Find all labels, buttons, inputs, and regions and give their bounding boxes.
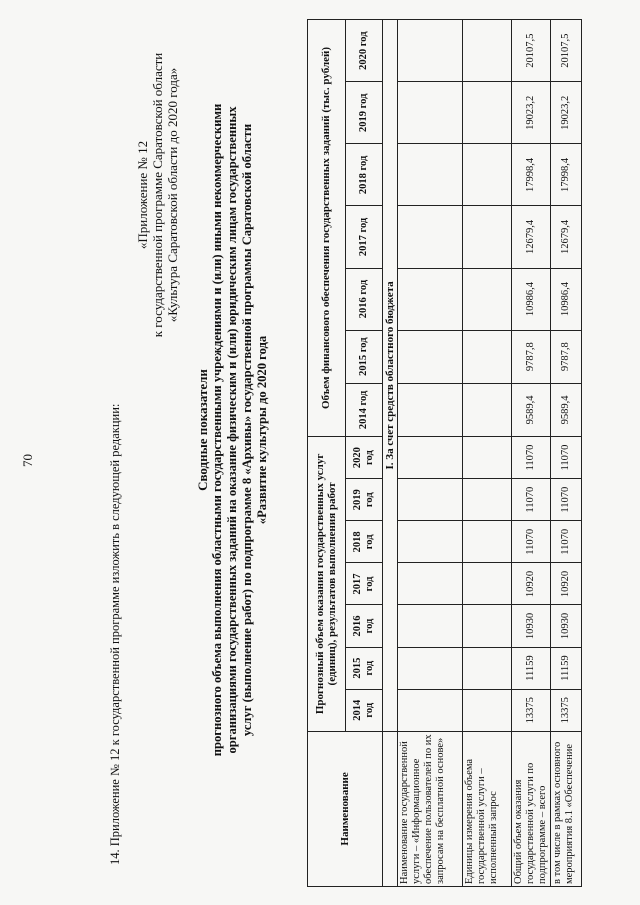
table-cell xyxy=(398,82,463,144)
table-cell: 9787,8 xyxy=(512,330,551,383)
page-number: 70 xyxy=(20,454,35,467)
table-cell xyxy=(398,206,463,268)
table-cell: 10930 xyxy=(512,605,551,647)
table-cell xyxy=(398,20,463,82)
table-cell xyxy=(463,437,512,479)
table-cell: 20107,5 xyxy=(551,20,582,82)
year-header-fin: 2016 год xyxy=(345,268,383,330)
table-cell: 13375 xyxy=(551,689,582,731)
table-row xyxy=(512,20,551,887)
year-header-fin: 2014 год xyxy=(345,383,383,436)
table-cell: 10920 xyxy=(512,563,551,605)
table-cell: 17998,4 xyxy=(551,144,582,206)
appendix-line-3: «Культура Саратовской области до 2020 года» xyxy=(165,67,180,323)
table-cell xyxy=(463,563,512,605)
table-cell: 10920 xyxy=(551,563,582,605)
table-cell: 11070 xyxy=(512,521,551,563)
table-cell: 9589,4 xyxy=(512,383,551,436)
row-name: Единицы измерения объема государственной услуги – исполненный запрос xyxy=(463,731,512,886)
table-cell xyxy=(463,521,512,563)
header-volume: Прогнозный объем оказания государственных услуг (единиц), результатов выполнения работ xyxy=(308,437,346,732)
year-header-vol: 2015 год xyxy=(345,647,383,689)
table-cell xyxy=(463,20,512,82)
table-cell xyxy=(398,647,463,689)
header-name: Наименование xyxy=(308,731,383,886)
table-cell: 12679,4 xyxy=(512,206,551,268)
table-cell xyxy=(463,330,512,383)
table-row xyxy=(463,20,512,887)
table-cell xyxy=(398,521,463,563)
table-cell xyxy=(463,82,512,144)
title-line-2: прогнозного объема выполнения областными государственными учреждениями и (или) иными некоммерческими xyxy=(210,103,224,757)
table-cell: 19023,2 xyxy=(551,82,582,144)
header-finance: Объем финансового обеспечения государственных заданий (тыс. рублей) xyxy=(308,20,346,437)
table-cell: 11070 xyxy=(512,479,551,521)
year-header-fin: 2015 год xyxy=(345,330,383,383)
row-name: Наименование государственной услуги – «Информационное обеспечение пользователей по их запросам на бесплатной основе» xyxy=(398,731,463,886)
table-row xyxy=(398,20,463,887)
table-cell xyxy=(463,479,512,521)
table-cell: 11159 xyxy=(512,647,551,689)
table-cell xyxy=(463,647,512,689)
table-cell xyxy=(463,206,512,268)
year-header-fin: 2020 год xyxy=(345,20,383,82)
appendix-line-2: к государственной программе Саратовской области xyxy=(150,52,165,338)
table-cell xyxy=(463,144,512,206)
table-cell xyxy=(398,383,463,436)
table-cell: 9787,8 xyxy=(551,330,582,383)
appendix-heading xyxy=(135,5,180,385)
table-cell: 9589,4 xyxy=(551,383,582,436)
table-body xyxy=(383,20,582,887)
title-line-1: Сводные показатели xyxy=(195,369,210,491)
table-row xyxy=(551,20,582,887)
year-header-vol: 2016 год xyxy=(345,605,383,647)
table-cell xyxy=(398,437,463,479)
table-cell: 13375 xyxy=(512,689,551,731)
table-cell: 20107,5 xyxy=(512,20,551,82)
table-cell: 17998,4 xyxy=(512,144,551,206)
table-cell xyxy=(398,144,463,206)
table-cell: 11070 xyxy=(512,437,551,479)
table-cell xyxy=(398,479,463,521)
table-cell xyxy=(398,689,463,731)
year-header-vol: 2020 год xyxy=(345,437,383,479)
year-header-vol: 2019 год xyxy=(345,479,383,521)
indicators-table xyxy=(307,19,582,887)
table-cell xyxy=(398,268,463,330)
title-line-5: «Развитие культуры до 2020 года xyxy=(255,335,269,525)
year-header-vol: 2014 год xyxy=(345,689,383,731)
table-cell: 19023,2 xyxy=(512,82,551,144)
table-cell xyxy=(463,689,512,731)
year-header-vol: 2017 год xyxy=(345,563,383,605)
document-title xyxy=(195,75,270,785)
table-cell: 11070 xyxy=(551,437,582,479)
table-cell xyxy=(463,383,512,436)
table-cell: 11159 xyxy=(551,647,582,689)
year-header-fin: 2019 год xyxy=(345,82,383,144)
section-title: I. За счет средств областного бюджета xyxy=(383,20,398,732)
table-cell: 10930 xyxy=(551,605,582,647)
table-cell: 12679,4 xyxy=(551,206,582,268)
table-cell: 10986,4 xyxy=(551,268,582,330)
title-line-3: организациями государственных заданий на оказание физическим и (или) юридическим лицам государственных xyxy=(225,106,239,754)
table-cell: 10986,4 xyxy=(512,268,551,330)
appendix-line-1: «Приложение № 12 xyxy=(135,140,150,250)
table-cell xyxy=(398,605,463,647)
year-header-vol: 2018 год xyxy=(345,521,383,563)
row-name: в том числе в рамках основного мероприятия 8.1 «Обеспечение xyxy=(551,731,582,886)
table-cell: 11070 xyxy=(551,479,582,521)
section-row xyxy=(383,20,398,887)
section-empty-cell xyxy=(383,731,398,886)
table-cell xyxy=(398,563,463,605)
title-line-4: услуг (выполнение работ) по подпрограмме 8 «Архивы» государственной программы Саратовской области xyxy=(240,123,254,737)
intro-text: 14. Приложение № 12 к государственной программе изложить в следующей редакции: xyxy=(108,403,122,865)
table-cell xyxy=(398,330,463,383)
row-name: Общий объем оказания государственной услуги по подпрограмме – всего xyxy=(512,731,551,886)
table-cell xyxy=(463,268,512,330)
table-cell: 11070 xyxy=(551,521,582,563)
table-cell xyxy=(463,605,512,647)
year-header-fin: 2018 год xyxy=(345,144,383,206)
year-header-fin: 2017 год xyxy=(345,206,383,268)
